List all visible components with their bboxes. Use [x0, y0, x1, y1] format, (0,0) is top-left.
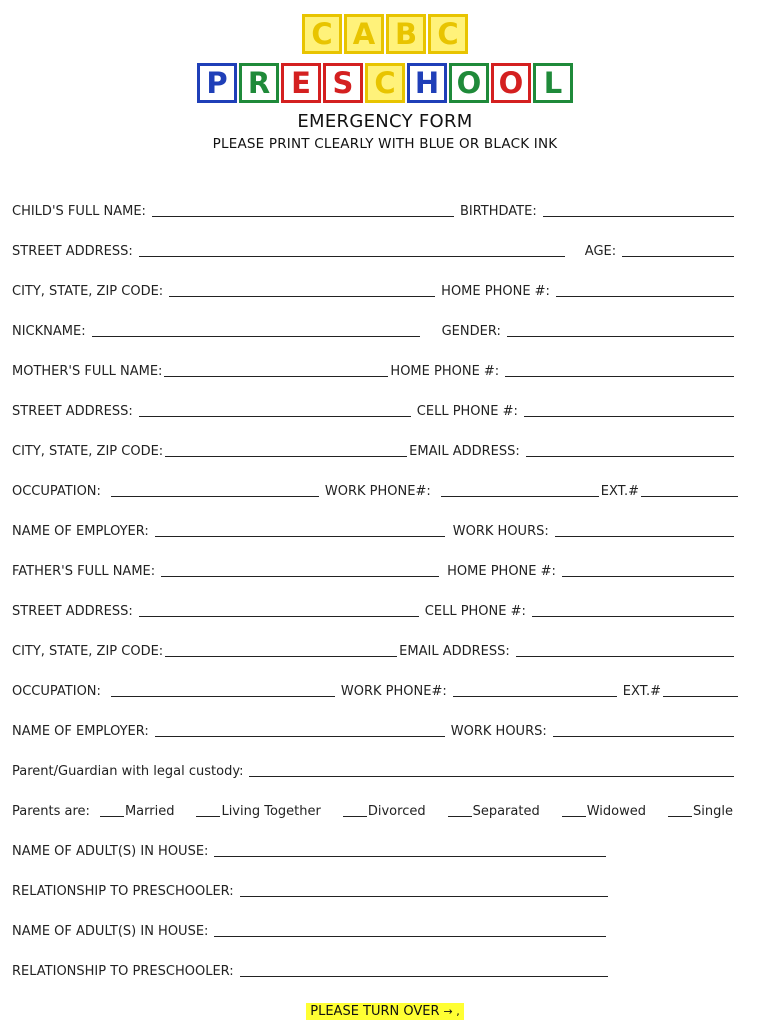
form-row-parents-status: [12, 781, 740, 821]
option-label: Single: [693, 804, 733, 819]
mother-ext-field[interactable]: [641, 480, 738, 497]
field-label: MOTHER'S FULL NAME:: [12, 364, 163, 379]
form-fields: [12, 181, 740, 981]
form-row-mother-employer: [12, 501, 740, 541]
mother-email-field[interactable]: [526, 440, 734, 457]
mother-cell-phone-field[interactable]: [524, 400, 734, 417]
logo-block: O: [449, 63, 489, 103]
mother-street-address-field[interactable]: [139, 400, 411, 417]
field-label: BIRTHDATE:: [459, 204, 537, 219]
field-label: STREET ADDRESS:: [12, 404, 133, 419]
form-row-relationship-2: [12, 941, 740, 981]
legal-custody-field[interactable]: [249, 760, 734, 777]
form-header: [0, 110, 770, 154]
parent-status-blank[interactable]: [562, 800, 586, 817]
field-label: STREET ADDRESS:: [12, 244, 133, 259]
father-ext-field[interactable]: [663, 680, 738, 697]
form-row-father-employer: [12, 701, 740, 741]
adults-in-house-field[interactable]: [214, 920, 606, 937]
option-label: Separated: [472, 804, 540, 819]
field-label: EMAIL ADDRESS:: [409, 444, 520, 459]
father-employer-field[interactable]: [155, 720, 445, 737]
father-cell-phone-field[interactable]: [532, 600, 734, 617]
form-row-father-occupation: [12, 661, 740, 701]
field-label: WORK PHONE#:: [324, 484, 431, 499]
field-label: NAME OF ADULT(S) IN HOUSE:: [12, 924, 209, 939]
logo-block: C: [302, 14, 342, 54]
field-label: EXT.#: [600, 484, 640, 499]
nickname-field[interactable]: [92, 320, 420, 337]
field-label: STREET ADDRESS:: [12, 604, 133, 619]
mother-name-field[interactable]: [164, 360, 388, 377]
field-label: CITY, STATE, ZIP CODE:: [12, 284, 164, 299]
parent-status-blank[interactable]: [668, 800, 692, 817]
field-label: Parent/Guardian with legal custody:: [12, 764, 244, 779]
mother-work-phone-field[interactable]: [441, 480, 599, 497]
field-label: HOME PHONE #:: [447, 564, 556, 579]
logo-block: E: [281, 63, 321, 103]
father-work-phone-field[interactable]: [453, 680, 617, 697]
city-state-zip-field[interactable]: [169, 280, 435, 297]
field-label: WORK PHONE#:: [340, 684, 447, 699]
father-home-phone-field[interactable]: [562, 560, 734, 577]
field-label: CHILD'S FULL NAME:: [12, 204, 146, 219]
form-row-father: [12, 541, 740, 581]
logo-row-preschool: [0, 63, 770, 103]
logo-block: O: [491, 63, 531, 103]
field-label: CELL PHONE #:: [424, 604, 526, 619]
field-label: NAME OF EMPLOYER:: [12, 524, 149, 539]
birthdate-field[interactable]: [543, 200, 734, 217]
form-row-mother-occupation: [12, 461, 740, 501]
field-label: RELATIONSHIP TO PRESCHOOLER:: [12, 884, 234, 899]
field-label: EMAIL ADDRESS:: [399, 644, 510, 659]
option-label: Living Together: [221, 804, 321, 819]
logo-block: P: [197, 63, 237, 103]
field-label: CITY, STATE, ZIP CODE:: [12, 444, 164, 459]
father-name-field[interactable]: [161, 560, 439, 577]
turn-over-note: [306, 1003, 464, 1020]
child-name-field[interactable]: [152, 200, 454, 217]
parent-status-option[interactable]: [562, 800, 646, 821]
form-row-nickname: [12, 301, 740, 341]
logo-block: S: [323, 63, 363, 103]
turn-over-text: PLEASE TURN OVER: [310, 1004, 440, 1019]
page-footer: [0, 1000, 770, 1020]
field-label: NICKNAME:: [12, 324, 86, 339]
form-row-relationship-1: [12, 861, 740, 901]
field-label: OCCUPATION:: [12, 484, 101, 499]
form-row-adults-1: [12, 821, 740, 861]
form-row-custody: [12, 741, 740, 781]
logo-block: A: [344, 14, 384, 54]
relationship-field[interactable]: [240, 960, 608, 977]
father-city-state-zip-field[interactable]: [165, 640, 397, 657]
form-row-mother-city: [12, 421, 740, 461]
form-row-mother-address: [12, 381, 740, 421]
mother-home-phone-field[interactable]: [505, 360, 734, 377]
home-phone-field[interactable]: [556, 280, 734, 297]
parent-status-option[interactable]: [448, 800, 540, 821]
form-title: EMERGENCY FORM: [297, 111, 473, 132]
age-field[interactable]: [622, 240, 734, 257]
field-label: HOME PHONE #:: [390, 364, 500, 379]
field-label: WORK HOURS:: [450, 724, 547, 739]
form-row-child-city: [12, 261, 740, 301]
option-label: Widowed: [586, 804, 647, 819]
field-label: NAME OF EMPLOYER:: [12, 724, 149, 739]
gender-field[interactable]: [507, 320, 734, 337]
option-label: Married: [124, 804, 175, 819]
logo-block: B: [386, 14, 426, 54]
parent-status-option[interactable]: [668, 800, 733, 821]
field-label: RELATIONSHIP TO PRESCHOOLER:: [12, 964, 234, 979]
field-label: CITY, STATE, ZIP CODE:: [12, 644, 164, 659]
field-label: OCCUPATION:: [12, 684, 101, 699]
adults-in-house-field[interactable]: [214, 840, 606, 857]
logo-block: C: [365, 63, 405, 103]
field-label: EXT.#: [622, 684, 662, 699]
logo-block: L: [533, 63, 573, 103]
mother-city-state-zip-field[interactable]: [165, 440, 407, 457]
field-label: FATHER'S FULL NAME:: [12, 564, 156, 579]
field-label: Parents are:: [12, 804, 90, 819]
relationship-field[interactable]: [240, 880, 608, 897]
street-address-field[interactable]: [139, 240, 565, 257]
parent-status-blank[interactable]: [448, 800, 472, 817]
mother-occupation-field[interactable]: [111, 480, 319, 497]
form-row-mother: [12, 341, 740, 381]
form-row-father-city: [12, 621, 740, 661]
parent-status-option[interactable]: [196, 800, 320, 821]
field-label: CELL PHONE #:: [416, 404, 518, 419]
logo-block: H: [407, 63, 447, 103]
parent-status-option[interactable]: [100, 800, 175, 821]
parent-status-blank[interactable]: [100, 800, 124, 817]
logo-row-cabc: [0, 14, 770, 54]
parent-status-blank[interactable]: [343, 800, 367, 817]
form-row-adults-2: [12, 901, 740, 941]
father-work-hours-field[interactable]: [553, 720, 734, 737]
parent-status-option[interactable]: [343, 800, 426, 821]
father-occupation-field[interactable]: [111, 680, 335, 697]
mother-work-hours-field[interactable]: [555, 520, 734, 537]
form-row-child-address: [12, 221, 740, 261]
form-row-father-address: [12, 581, 740, 621]
logo-block: C: [428, 14, 468, 54]
field-label: HOME PHONE #:: [441, 284, 550, 299]
field-label: GENDER:: [441, 324, 501, 339]
arrow-right-icon: → ,: [443, 1005, 460, 1018]
field-label: NAME OF ADULT(S) IN HOUSE:: [12, 844, 209, 859]
form-row-child: [12, 181, 740, 221]
field-label: AGE:: [584, 244, 617, 259]
option-label: Divorced: [367, 804, 426, 819]
form-subtitle: PLEASE PRINT CLEARLY WITH BLUE OR BLACK INK: [212, 136, 558, 152]
field-label: WORK HOURS:: [452, 524, 549, 539]
logo-block: R: [239, 63, 279, 103]
father-street-address-field[interactable]: [139, 600, 419, 617]
mother-employer-field[interactable]: [155, 520, 445, 537]
father-email-field[interactable]: [516, 640, 734, 657]
parent-status-blank[interactable]: [196, 800, 220, 817]
